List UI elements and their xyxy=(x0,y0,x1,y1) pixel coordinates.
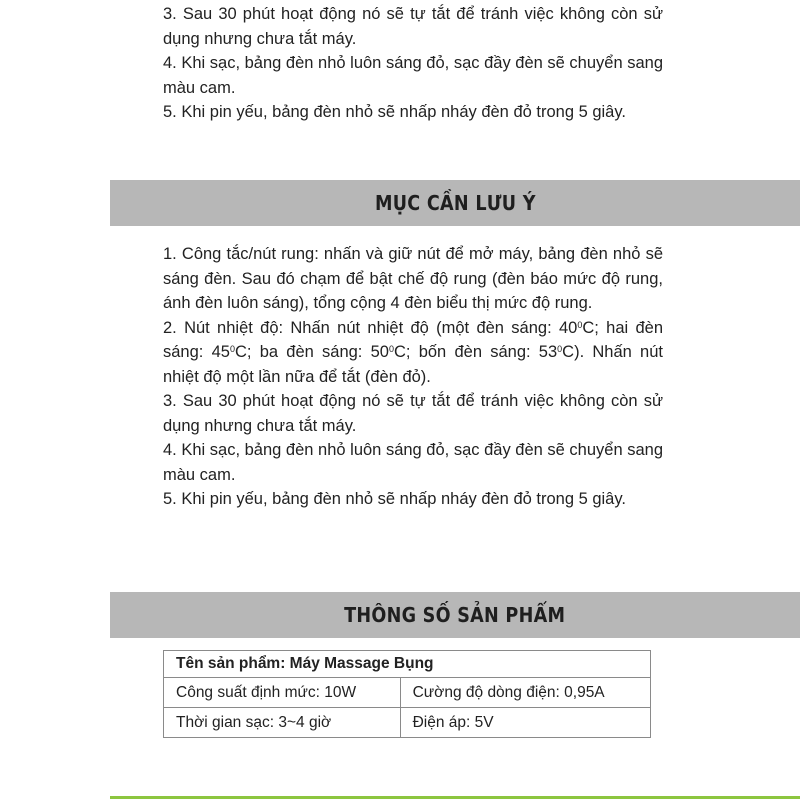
note-item-4: 4. Khi sạc, bảng đèn nhỏ luôn sáng đỏ, sạc đầy đèn sẽ chuyển sang màu cam. xyxy=(163,441,663,484)
top-notes xyxy=(163,2,663,125)
note-item-3: 3. Sau 30 phút hoạt động nó sẽ tự tắt để tránh việc không còn sử dụng nhưng chưa tắt máy. xyxy=(163,392,663,435)
note-4-top: 4. Khi sạc, bảng đèn nhỏ luôn sáng đỏ, sạc đầy đèn sẽ chuyển sang màu cam. xyxy=(163,54,663,97)
table-row xyxy=(164,678,651,708)
note-5-top: 5. Khi pin yếu, bảng đèn nhỏ sẽ nhấp nháy đèn đỏ trong 5 giây. xyxy=(163,103,626,121)
note-item-2: 2. Nút nhiệt độ: Nhấn nút nhiệt độ (một đèn sáng: $40^0C$; hai đèn sáng: $45^0C$; ba đèn sáng: $50^0C$; bốn đèn sáng: $53^0C$). Nhấn nút nhiệt độ một lần nữa để tắt (đèn đỏ). xyxy=(163,318,664,386)
notes-list xyxy=(163,242,663,512)
specs-section-header xyxy=(110,592,800,638)
table-row xyxy=(164,708,651,738)
spec-cell: Điện áp: 5V xyxy=(400,708,650,738)
table-row xyxy=(164,651,651,678)
product-name-cell: Tên sản phẩm: Máy Massage Bụng xyxy=(164,651,651,678)
spec-cell: Thời gian sạc: 3~4 giờ xyxy=(164,708,401,738)
note-3-top: 3. Sau 30 phút hoạt động nó sẽ tự tắt để tránh việc không còn sử dụng nhưng chưa tắt máy. xyxy=(163,5,663,48)
notes-section-title: MỤC CẦN LƯU Ý xyxy=(374,191,536,215)
note-item-5: 5. Khi pin yếu, bảng đèn nhỏ sẽ nhấp nháy đèn đỏ trong 5 giây. xyxy=(163,490,626,508)
spec-cell: Cường độ dòng điện: 0,95A xyxy=(400,678,650,708)
notes-section-header xyxy=(110,180,800,226)
specs-table xyxy=(163,650,651,738)
specs-section-title: THÔNG SỐ SẢN PHẨM xyxy=(344,603,566,627)
note-item-1: 1. Công tắc/nút rung: nhấn và giữ nút để mở máy, bảng đèn nhỏ sẽ sáng đèn. Sau đó chạm để bật chế độ rung (đèn báo mức độ rung, ánh đèn luôn sáng), tổng cộng 4 đèn biểu thị mức độ rung. xyxy=(163,245,663,312)
spec-cell: Công suất định mức: 10W xyxy=(164,678,401,708)
bottom-accent-line xyxy=(110,796,800,799)
